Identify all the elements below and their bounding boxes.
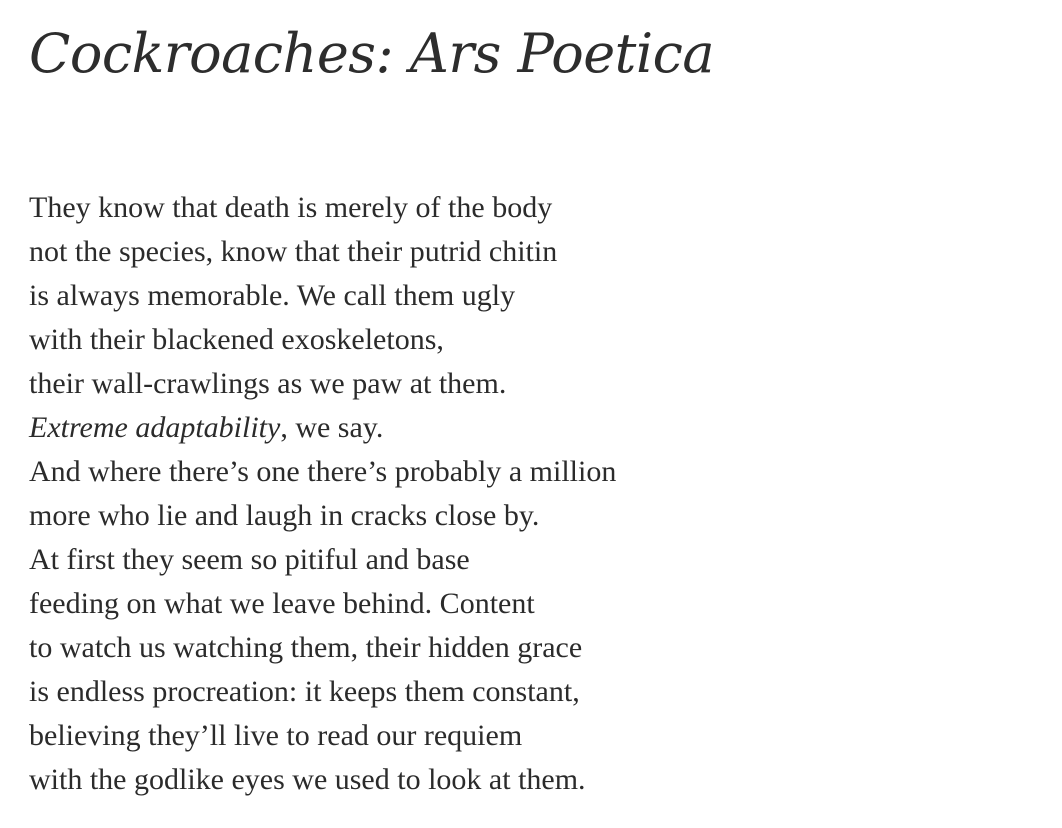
poem-line: more who lie and laugh in cracks close by.: [29, 499, 540, 532]
poem-line: is always memorable. We call them ugly: [29, 279, 516, 312]
poem-line: feeding on what we leave behind. Content: [29, 587, 535, 620]
poem-line: not the species, know that their putrid chitin: [29, 235, 558, 268]
poem-line: They know that death is merely of the body: [29, 191, 553, 224]
poem-body: [29, 186, 616, 802]
poem-line: with their blackened exoskeletons,: [29, 323, 444, 356]
poem-line: with the godlike eyes we used to look at them.: [29, 763, 586, 796]
poem-emphasis: Extreme adaptability: [29, 411, 281, 444]
poem-line: their wall-crawlings as we paw at them.: [29, 367, 507, 400]
poem-line: to watch us watching them, their hidden grace: [29, 631, 583, 664]
poem-line: And where there’s one there’s probably a million: [29, 455, 617, 488]
poem-line: [29, 406, 616, 450]
poem-title: Cockroaches: Ars Poetica: [29, 22, 715, 85]
poem-line-text: , we say.: [280, 411, 384, 444]
poem-line: is endless procreation: it keeps them constant,: [29, 675, 580, 708]
poem-line: At first they seem so pitiful and base: [29, 543, 470, 576]
poem-line: believing they’ll live to read our requiem: [29, 719, 523, 752]
